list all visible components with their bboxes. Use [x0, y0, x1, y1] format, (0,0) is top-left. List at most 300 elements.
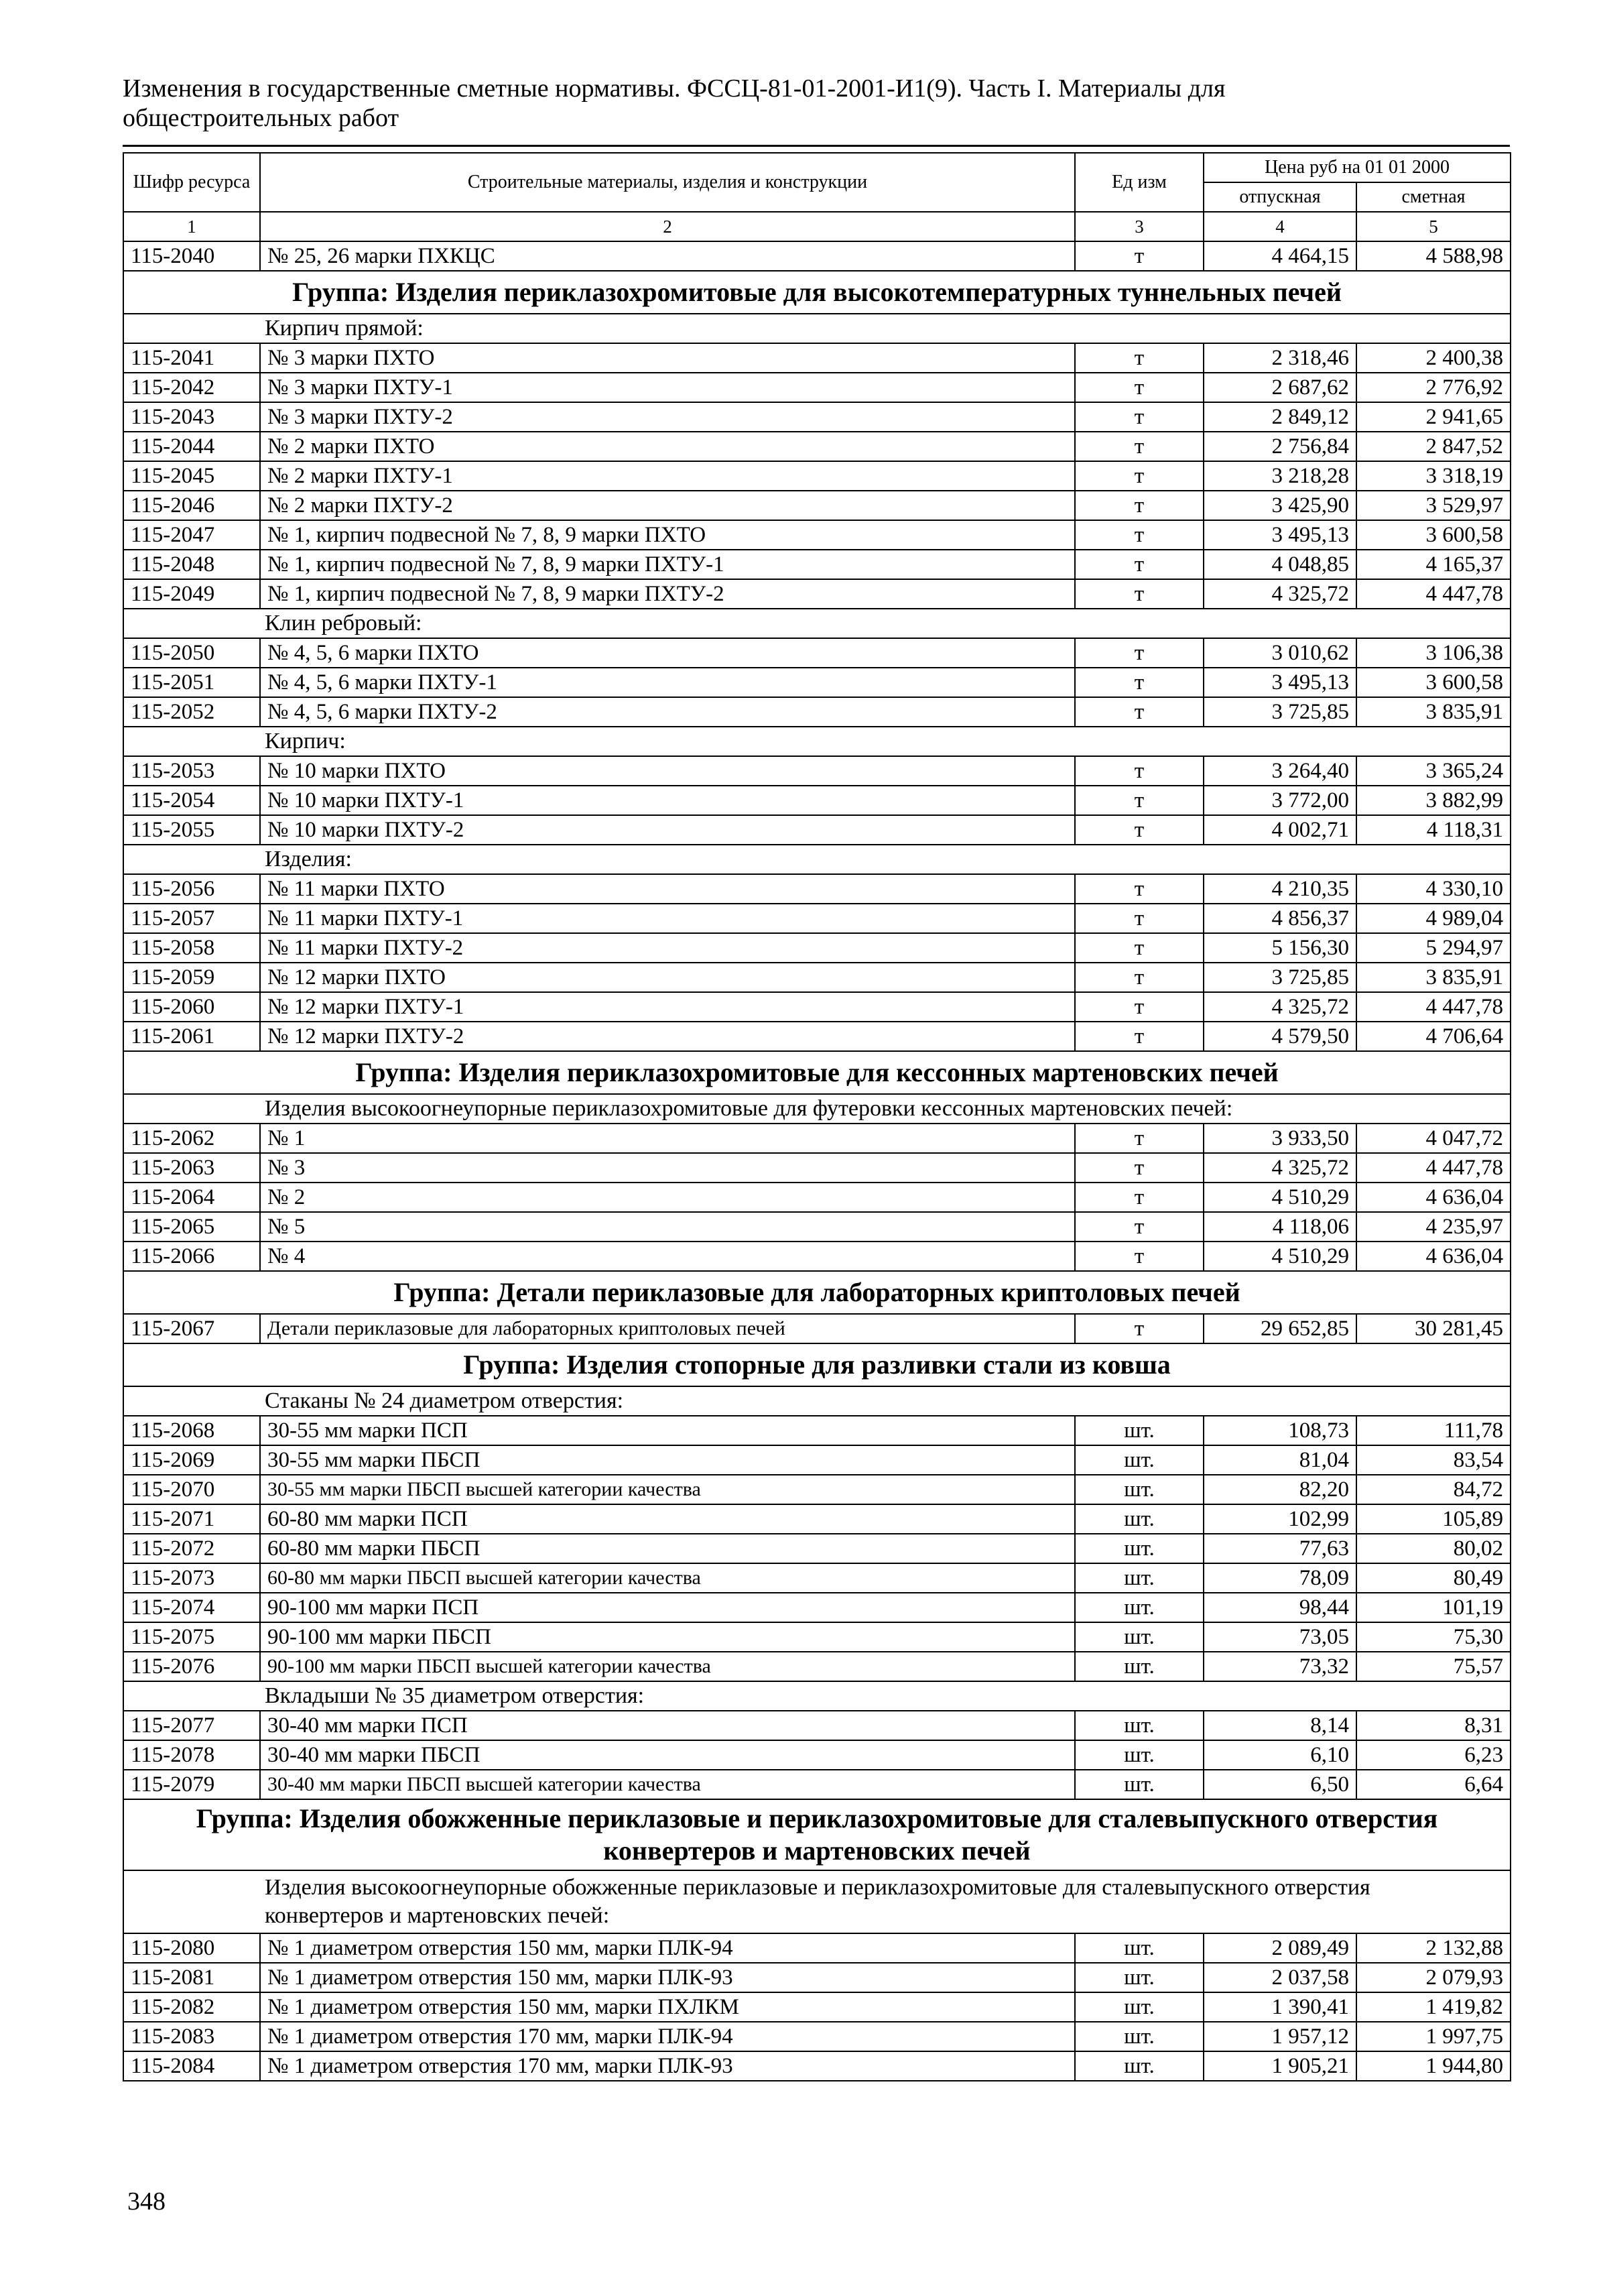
unit-of-measure: т: [1075, 461, 1204, 491]
release-price: 6,10: [1204, 1740, 1356, 1770]
unit-of-measure: т: [1075, 432, 1204, 461]
table-row: [123, 241, 1511, 271]
resource-code: 115-2066: [123, 1242, 260, 1271]
material-name: 30-40 мм марки ПБСП: [260, 1740, 1075, 1770]
subheading: Изделия высокоогнеупорные периклазохромитовые для футеровки кессонных мартеновских печей:: [123, 1094, 1511, 1124]
release-price: 3 495,13: [1204, 520, 1356, 550]
resource-code: 115-2063: [123, 1153, 260, 1183]
estimate-price: 4 447,78: [1356, 992, 1511, 1022]
page-number: 348: [127, 2187, 166, 2216]
resource-code: 115-2068: [123, 1416, 260, 1445]
release-price: 4 210,35: [1204, 874, 1356, 904]
table-row: [123, 1212, 1511, 1242]
subheading-row: [123, 845, 1511, 874]
group-heading: Группа: Изделия стопорные для разливки стали из ковша: [123, 1343, 1511, 1386]
table-row: [123, 1183, 1511, 1212]
unit-of-measure: т: [1075, 343, 1204, 373]
table-row: [123, 1242, 1511, 1271]
material-name: № 1 диаметром отверстия 170 мм, марки ПЛК-93: [260, 2051, 1075, 2081]
table-row: [123, 1652, 1511, 1681]
table-row: [123, 1534, 1511, 1563]
resource-code: 115-2069: [123, 1445, 260, 1475]
resource-code: 115-2065: [123, 1212, 260, 1242]
release-price: 3 010,62: [1204, 638, 1356, 668]
estimate-price: 111,78: [1356, 1416, 1511, 1445]
release-price: 1 957,12: [1204, 2022, 1356, 2051]
resource-code: 115-2058: [123, 933, 260, 963]
material-name: 60-80 мм марки ПСП: [260, 1504, 1075, 1534]
estimate-price: 4 330,10: [1356, 874, 1511, 904]
release-price: 98,44: [1204, 1593, 1356, 1622]
material-name: № 11 марки ПХТУ-1: [260, 904, 1075, 933]
resource-code: 115-2056: [123, 874, 260, 904]
estimate-price: 75,30: [1356, 1622, 1511, 1652]
header-code: Шифр ресурса: [123, 153, 260, 212]
col-number: 3: [1075, 212, 1204, 241]
release-price: 4 325,72: [1204, 992, 1356, 1022]
estimate-price: 4 447,78: [1356, 1153, 1511, 1183]
material-name: № 1 диаметром отверстия 150 мм, марки ПЛК-94: [260, 1933, 1075, 1963]
estimate-price: 1 944,80: [1356, 2051, 1511, 2081]
resource-code: 115-2077: [123, 1711, 260, 1740]
release-price: 77,63: [1204, 1534, 1356, 1563]
material-name: № 11 марки ПХТУ-2: [260, 933, 1075, 963]
resource-code: 115-2042: [123, 373, 260, 402]
unit-of-measure: т: [1075, 402, 1204, 432]
table-row: [123, 1504, 1511, 1534]
estimate-price: 4 047,72: [1356, 1124, 1511, 1153]
table-row: [123, 1770, 1511, 1799]
material-name: № 11 марки ПХТО: [260, 874, 1075, 904]
estimate-price: 3 835,91: [1356, 697, 1511, 727]
material-name: 60-80 мм марки ПБСП: [260, 1534, 1075, 1563]
group-heading-row: [123, 271, 1511, 314]
unit-of-measure: т: [1075, 550, 1204, 579]
estimate-price: 84,72: [1356, 1475, 1511, 1504]
resource-code: 115-2082: [123, 1992, 260, 2022]
table-row: [123, 874, 1511, 904]
material-name: № 2 марки ПХТО: [260, 432, 1075, 461]
material-name: № 3 марки ПХТУ-1: [260, 373, 1075, 402]
release-price: 29 652,85: [1204, 1314, 1356, 1343]
estimate-price: 83,54: [1356, 1445, 1511, 1475]
release-price: 4 325,72: [1204, 579, 1356, 609]
header-estimate: сметная: [1356, 182, 1511, 212]
header-release: отпускная: [1204, 182, 1356, 212]
unit-of-measure: шт.: [1075, 1933, 1204, 1963]
unit-of-measure: шт.: [1075, 1992, 1204, 2022]
col-number: 2: [260, 212, 1075, 241]
subheading: Кирпич:: [123, 727, 1511, 756]
table-row: [123, 520, 1511, 550]
price-table: [123, 152, 1511, 2081]
table-row: [123, 1153, 1511, 1183]
material-name: № 1, кирпич подвесной № 7, 8, 9 марки ПХТУ-1: [260, 550, 1075, 579]
resource-code: 115-2054: [123, 786, 260, 815]
unit-of-measure: т: [1075, 668, 1204, 697]
table-row: [123, 491, 1511, 520]
table-row: [123, 992, 1511, 1022]
subheading: Изделия высокоогнеупорные обожженные периклазовые и периклазохромитовые для сталевыпускного отверстия конвертеров и мартеновских печей:: [123, 1870, 1511, 1933]
release-price: 3 495,13: [1204, 668, 1356, 697]
release-price: 3 772,00: [1204, 786, 1356, 815]
unit-of-measure: шт.: [1075, 1563, 1204, 1593]
estimate-price: 30 281,45: [1356, 1314, 1511, 1343]
resource-code: 115-2081: [123, 1963, 260, 1992]
table-row: [123, 1933, 1511, 1963]
material-name: № 12 марки ПХТУ-1: [260, 992, 1075, 1022]
col-number: 1: [123, 212, 260, 241]
subheading-row: [123, 1681, 1511, 1711]
estimate-price: 4 588,98: [1356, 241, 1511, 271]
release-price: 73,05: [1204, 1622, 1356, 1652]
resource-code: 115-2040: [123, 241, 260, 271]
table-row: [123, 550, 1511, 579]
table-row: [123, 579, 1511, 609]
resource-code: 115-2083: [123, 2022, 260, 2051]
material-name: 90-100 мм марки ПБСП: [260, 1622, 1075, 1652]
unit-of-measure: т: [1075, 756, 1204, 786]
resource-code: 115-2064: [123, 1183, 260, 1212]
release-price: 3 264,40: [1204, 756, 1356, 786]
group-heading: Группа: Изделия периклазохромитовые для высокотемпературных туннельных печей: [123, 271, 1511, 314]
unit-of-measure: т: [1075, 786, 1204, 815]
release-price: 4 579,50: [1204, 1022, 1356, 1051]
material-name: № 5: [260, 1212, 1075, 1242]
unit-of-measure: шт.: [1075, 1770, 1204, 1799]
material-name: 60-80 мм марки ПБСП высшей категории качества: [260, 1563, 1075, 1593]
estimate-price: 101,19: [1356, 1593, 1511, 1622]
release-price: 4 856,37: [1204, 904, 1356, 933]
release-price: 78,09: [1204, 1563, 1356, 1593]
resource-code: 115-2062: [123, 1124, 260, 1153]
subheading-row: [123, 1094, 1511, 1124]
group-heading: Группа: Детали периклазовые для лабораторных криптоловых печей: [123, 1271, 1511, 1314]
resource-code: 115-2076: [123, 1652, 260, 1681]
estimate-price: 2 132,88: [1356, 1933, 1511, 1963]
release-price: 73,32: [1204, 1652, 1356, 1681]
estimate-price: 2 941,65: [1356, 402, 1511, 432]
estimate-price: 8,31: [1356, 1711, 1511, 1740]
resource-code: 115-2079: [123, 1770, 260, 1799]
material-name: № 4, 5, 6 марки ПХТУ-1: [260, 668, 1075, 697]
unit-of-measure: т: [1075, 241, 1204, 271]
table-row: [123, 1445, 1511, 1475]
resource-code: 115-2080: [123, 1933, 260, 1963]
estimate-price: 80,02: [1356, 1534, 1511, 1563]
resource-code: 115-2071: [123, 1504, 260, 1534]
table-row: [123, 2051, 1511, 2081]
resource-code: 115-2045: [123, 461, 260, 491]
unit-of-measure: т: [1075, 491, 1204, 520]
material-name: 30-40 мм марки ПБСП высшей категории качества: [260, 1770, 1075, 1799]
release-price: 2 318,46: [1204, 343, 1356, 373]
release-price: 2 089,49: [1204, 1933, 1356, 1963]
table-row: [123, 668, 1511, 697]
table-row: [123, 1711, 1511, 1740]
col-number: 5: [1356, 212, 1511, 241]
unit-of-measure: т: [1075, 874, 1204, 904]
unit-of-measure: т: [1075, 697, 1204, 727]
unit-of-measure: шт.: [1075, 1416, 1204, 1445]
estimate-price: 3 882,99: [1356, 786, 1511, 815]
unit-of-measure: шт.: [1075, 1504, 1204, 1534]
title-divider: [123, 145, 1510, 147]
unit-of-measure: т: [1075, 1022, 1204, 1051]
table-row: [123, 2022, 1511, 2051]
release-price: 4 002,71: [1204, 815, 1356, 845]
header-price: Цена руб на 01 01 2000: [1204, 153, 1511, 182]
estimate-price: 105,89: [1356, 1504, 1511, 1534]
estimate-price: 3 106,38: [1356, 638, 1511, 668]
unit-of-measure: т: [1075, 963, 1204, 992]
release-price: 102,99: [1204, 1504, 1356, 1534]
subheading: Клин ребровый:: [123, 609, 1511, 638]
material-name: № 4, 5, 6 марки ПХТУ-2: [260, 697, 1075, 727]
resource-code: 115-2048: [123, 550, 260, 579]
header-unit: Ед изм: [1075, 153, 1204, 212]
material-name: № 10 марки ПХТО: [260, 756, 1075, 786]
unit-of-measure: шт.: [1075, 1652, 1204, 1681]
material-name: № 10 марки ПХТУ-2: [260, 815, 1075, 845]
unit-of-measure: шт.: [1075, 1740, 1204, 1770]
estimate-price: 4 989,04: [1356, 904, 1511, 933]
release-price: 4 464,15: [1204, 241, 1356, 271]
column-numbers-row: [123, 212, 1511, 241]
estimate-price: 2 847,52: [1356, 432, 1511, 461]
release-price: 8,14: [1204, 1711, 1356, 1740]
unit-of-measure: шт.: [1075, 2051, 1204, 2081]
material-name: № 1 диаметром отверстия 170 мм, марки ПЛК-94: [260, 2022, 1075, 2051]
estimate-price: 1 419,82: [1356, 1992, 1511, 2022]
resource-code: 115-2055: [123, 815, 260, 845]
material-name: 30-55 мм марки ПБСП высшей категории качества: [260, 1475, 1075, 1504]
subheading-row: [123, 1870, 1511, 1933]
estimate-price: 4 636,04: [1356, 1242, 1511, 1271]
resource-code: 115-2052: [123, 697, 260, 727]
group-heading-row: [123, 1343, 1511, 1386]
release-price: 5 156,30: [1204, 933, 1356, 963]
estimate-price: 75,57: [1356, 1652, 1511, 1681]
material-name: № 12 марки ПХТУ-2: [260, 1022, 1075, 1051]
table-row: [123, 1022, 1511, 1051]
estimate-price: 4 706,64: [1356, 1022, 1511, 1051]
material-name: 90-100 мм марки ПБСП высшей категории качества: [260, 1652, 1075, 1681]
unit-of-measure: т: [1075, 1314, 1204, 1343]
material-name: 30-40 мм марки ПСП: [260, 1711, 1075, 1740]
resource-code: 115-2070: [123, 1475, 260, 1504]
material-name: 30-55 мм марки ПБСП: [260, 1445, 1075, 1475]
release-price: 81,04: [1204, 1445, 1356, 1475]
material-name: № 1 диаметром отверстия 150 мм, марки ПЛК-93: [260, 1963, 1075, 1992]
material-name: № 2 марки ПХТУ-2: [260, 491, 1075, 520]
unit-of-measure: т: [1075, 815, 1204, 845]
resource-code: 115-2044: [123, 432, 260, 461]
resource-code: 115-2049: [123, 579, 260, 609]
resource-code: 115-2072: [123, 1534, 260, 1563]
unit-of-measure: шт.: [1075, 2022, 1204, 2051]
unit-of-measure: т: [1075, 579, 1204, 609]
material-name: № 10 марки ПХТУ-1: [260, 786, 1075, 815]
unit-of-measure: шт.: [1075, 1534, 1204, 1563]
estimate-price: 4 118,31: [1356, 815, 1511, 845]
subheading: Стаканы № 24 диаметром отверстия:: [123, 1386, 1511, 1416]
unit-of-measure: т: [1075, 933, 1204, 963]
group-heading-row: [123, 1051, 1511, 1094]
group-heading-row: [123, 1799, 1511, 1870]
material-name: № 2: [260, 1183, 1075, 1212]
release-price: 3 933,50: [1204, 1124, 1356, 1153]
resource-code: 115-2047: [123, 520, 260, 550]
subheading-row: [123, 727, 1511, 756]
table-row: [123, 402, 1511, 432]
unit-of-measure: т: [1075, 520, 1204, 550]
table-row: [123, 461, 1511, 491]
unit-of-measure: т: [1075, 1212, 1204, 1242]
unit-of-measure: шт.: [1075, 1963, 1204, 1992]
table-row: [123, 1563, 1511, 1593]
subheading: Вкладыши № 35 диаметром отверстия:: [123, 1681, 1511, 1711]
table-header-row: [123, 153, 1511, 182]
resource-code: 115-2073: [123, 1563, 260, 1593]
estimate-price: 3 318,19: [1356, 461, 1511, 491]
estimate-price: 6,23: [1356, 1740, 1511, 1770]
subheading: Кирпич прямой:: [123, 314, 1511, 343]
resource-code: 115-2059: [123, 963, 260, 992]
header-name: Строительные материалы, изделия и конструкции: [260, 153, 1075, 212]
unit-of-measure: т: [1075, 1242, 1204, 1271]
table-row: [123, 1416, 1511, 1445]
table-row: [123, 373, 1511, 402]
subheading-row: [123, 609, 1511, 638]
table-row: [123, 756, 1511, 786]
estimate-price: 1 997,75: [1356, 2022, 1511, 2051]
material-name: 90-100 мм марки ПСП: [260, 1593, 1075, 1622]
group-heading: Группа: Изделия обожженные периклазовые и периклазохромитовые для сталевыпускного отверстия конвертеров и мартеновских печей: [123, 1799, 1511, 1870]
estimate-price: 3 835,91: [1356, 963, 1511, 992]
table-row: [123, 963, 1511, 992]
table-row: [123, 697, 1511, 727]
release-price: 3 218,28: [1204, 461, 1356, 491]
unit-of-measure: т: [1075, 904, 1204, 933]
estimate-price: 80,49: [1356, 1563, 1511, 1593]
material-name: № 1 диаметром отверстия 150 мм, марки ПХЛКМ: [260, 1992, 1075, 2022]
resource-code: 115-2057: [123, 904, 260, 933]
estimate-price: 2 776,92: [1356, 373, 1511, 402]
page-title: Изменения в государственные сметные нормативы. ФССЦ-81-01-2001-И1(9). Часть I. Материалы для общестроительных работ: [123, 74, 1226, 132]
estimate-price: 3 365,24: [1356, 756, 1511, 786]
material-name: № 2 марки ПХТУ-1: [260, 461, 1075, 491]
release-price: 4 118,06: [1204, 1212, 1356, 1242]
estimate-price: 2 400,38: [1356, 343, 1511, 373]
table-row: [123, 1593, 1511, 1622]
unit-of-measure: шт.: [1075, 1622, 1204, 1652]
release-price: 82,20: [1204, 1475, 1356, 1504]
table-row: [123, 1622, 1511, 1652]
unit-of-measure: т: [1075, 373, 1204, 402]
resource-code: 115-2046: [123, 491, 260, 520]
estimate-price: 4 447,78: [1356, 579, 1511, 609]
release-price: 3 725,85: [1204, 697, 1356, 727]
subheading-row: [123, 1386, 1511, 1416]
estimate-price: 4 235,97: [1356, 1212, 1511, 1242]
release-price: 4 510,29: [1204, 1242, 1356, 1271]
unit-of-measure: шт.: [1075, 1445, 1204, 1475]
col-number: 4: [1204, 212, 1356, 241]
subheading-row: [123, 314, 1511, 343]
table-row: [123, 343, 1511, 373]
estimate-price: 3 600,58: [1356, 520, 1511, 550]
release-price: 2 756,84: [1204, 432, 1356, 461]
resource-code: 115-2074: [123, 1593, 260, 1622]
release-price: 4 325,72: [1204, 1153, 1356, 1183]
estimate-price: 3 600,58: [1356, 668, 1511, 697]
table-row: [123, 1475, 1511, 1504]
resource-code: 115-2084: [123, 2051, 260, 2081]
estimate-price: 2 079,93: [1356, 1963, 1511, 1992]
resource-code: 115-2043: [123, 402, 260, 432]
material-name: № 3: [260, 1153, 1075, 1183]
table-row: [123, 933, 1511, 963]
release-price: 1 905,21: [1204, 2051, 1356, 2081]
table-row: [123, 904, 1511, 933]
release-price: 4 048,85: [1204, 550, 1356, 579]
resource-code: 115-2067: [123, 1314, 260, 1343]
table-row: [123, 1124, 1511, 1153]
table-row: [123, 1963, 1511, 1992]
resource-code: 115-2050: [123, 638, 260, 668]
material-name: № 4: [260, 1242, 1075, 1271]
unit-of-measure: т: [1075, 638, 1204, 668]
release-price: 6,50: [1204, 1770, 1356, 1799]
resource-code: 115-2078: [123, 1740, 260, 1770]
table-row: [123, 1740, 1511, 1770]
estimate-price: 4 636,04: [1356, 1183, 1511, 1212]
table-row: [123, 815, 1511, 845]
material-name: № 1, кирпич подвесной № 7, 8, 9 марки ПХТО: [260, 520, 1075, 550]
table-row: [123, 786, 1511, 815]
release-price: 1 390,41: [1204, 1992, 1356, 2022]
unit-of-measure: т: [1075, 1124, 1204, 1153]
resource-code: 115-2053: [123, 756, 260, 786]
material-name: № 1, кирпич подвесной № 7, 8, 9 марки ПХТУ-2: [260, 579, 1075, 609]
resource-code: 115-2075: [123, 1622, 260, 1652]
release-price: 2 037,58: [1204, 1963, 1356, 1992]
release-price: 108,73: [1204, 1416, 1356, 1445]
material-name: № 1: [260, 1124, 1075, 1153]
resource-code: 115-2061: [123, 1022, 260, 1051]
table-row: [123, 432, 1511, 461]
release-price: 2 849,12: [1204, 402, 1356, 432]
unit-of-measure: т: [1075, 992, 1204, 1022]
resource-code: 115-2051: [123, 668, 260, 697]
estimate-price: 3 529,97: [1356, 491, 1511, 520]
table-row: [123, 1314, 1511, 1343]
estimate-price: 5 294,97: [1356, 933, 1511, 963]
group-heading: Группа: Изделия периклазохромитовые для кессонных мартеновских печей: [123, 1051, 1511, 1094]
release-price: 4 510,29: [1204, 1183, 1356, 1212]
estimate-price: 4 165,37: [1356, 550, 1511, 579]
group-heading-row: [123, 1271, 1511, 1314]
material-name: № 25, 26 марки ПХКЦС: [260, 241, 1075, 271]
material-name: № 12 марки ПХТО: [260, 963, 1075, 992]
resource-code: 115-2060: [123, 992, 260, 1022]
material-name: № 4, 5, 6 марки ПХТО: [260, 638, 1075, 668]
material-name: 30-55 мм марки ПСП: [260, 1416, 1075, 1445]
estimate-price: 6,64: [1356, 1770, 1511, 1799]
table-row: [123, 1992, 1511, 2022]
unit-of-measure: т: [1075, 1183, 1204, 1212]
